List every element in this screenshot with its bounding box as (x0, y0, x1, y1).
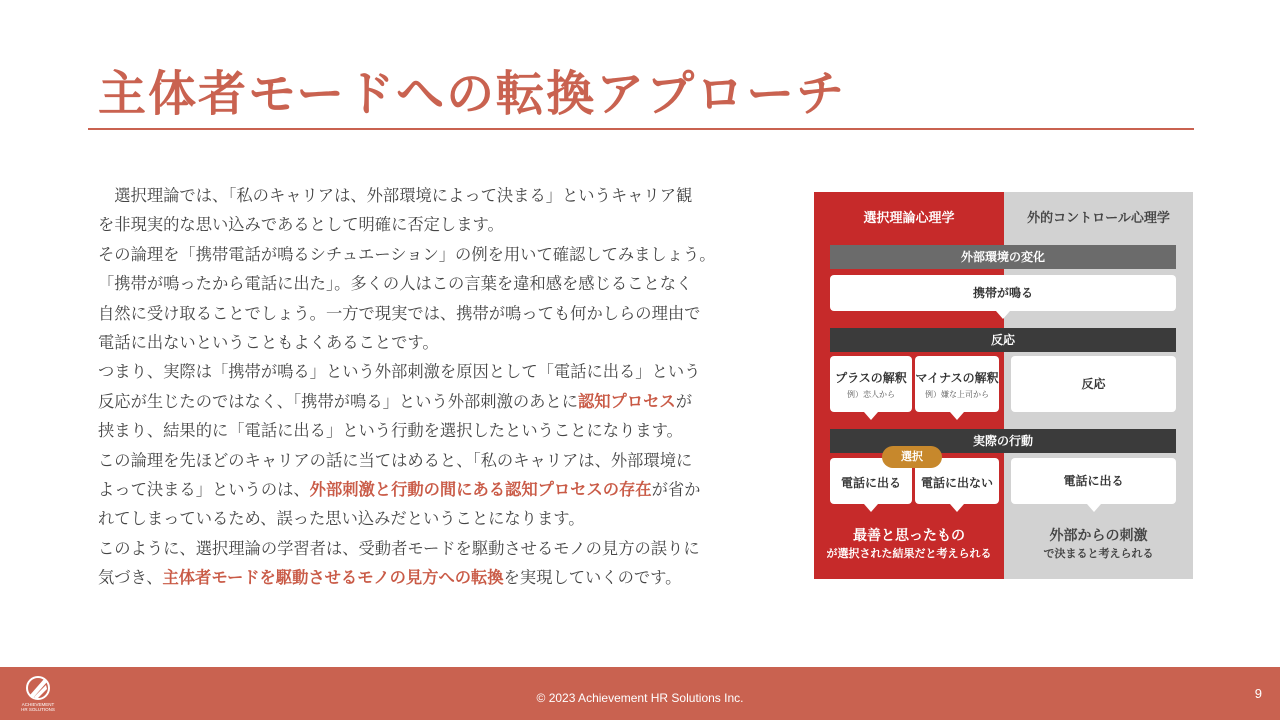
right-conclusion-main: 外部からの刺激 (1049, 528, 1148, 544)
footer-bar (0, 667, 1280, 720)
choice-theory-diagram (814, 192, 1193, 579)
answer-phone-right-label: 電話に出る (1063, 474, 1124, 488)
body-line (98, 475, 798, 504)
plus-interpretation-example: 例）恋人から (847, 390, 895, 399)
answer-phone-right-box (1011, 458, 1176, 504)
highlighted-phrase: 認知プロセス (577, 391, 676, 411)
body-text-segment: 気づき、 (98, 568, 163, 588)
body-line (98, 416, 798, 445)
environment-change-bar: 外部環境の変化 (830, 245, 1176, 269)
body-line (98, 240, 798, 269)
body-text-segment: 挟まり、結果的に「電話に出る」という行動を選択したということになります。 (98, 421, 683, 441)
minus-interpretation-example: 例）嫌な上司から (925, 390, 989, 399)
body-line (98, 269, 798, 298)
plus-pointer (864, 412, 878, 420)
right-conclusion-sub: で決まると考えられる (1043, 547, 1154, 560)
reaction-box (1011, 356, 1176, 412)
body-text-segment: れてしまっているため、誤った思い込みだということになります。 (98, 509, 585, 529)
body-text-segment: を実現していくのです。 (503, 568, 682, 588)
minus-pointer (950, 412, 964, 420)
body-text-segment: 自然に受け取ることでしょう。一方で現実では、携帯が鳴っても何かしらの理由で (98, 303, 701, 323)
logo-text-line-1: ACHIEVEMENT (21, 702, 55, 707)
right-panel-header: 外的コントロール心理学 (1027, 211, 1170, 226)
body-text-segment: 選択理論では、「私のキャリアは、外部環境によって決まる」というキャリア観 (98, 186, 693, 205)
page-title: 主体者モードへの転換アプローチ (98, 66, 847, 122)
body-line (98, 504, 798, 533)
answer-left-pointer (864, 504, 878, 512)
left-panel-header: 選択理論心理学 (863, 211, 955, 226)
copyright-text: © 2023 Achievement HR Solutions Inc. (536, 691, 744, 705)
phone-rings-box (830, 275, 1176, 311)
highlighted-phrase: 主体者モードを駆動させるモノの見方への転換 (162, 568, 504, 588)
select-badge: 選択 (882, 446, 942, 468)
highlighted-phrase: 外部刺激と行動の間にある認知プロセスの存在 (309, 479, 652, 499)
left-conclusion-sub: が選択された結果だと考えられる (826, 547, 992, 560)
title-divider (88, 128, 1194, 130)
answer-phone-left-label: 電話に出る (840, 476, 901, 490)
answer-right-pointer (1087, 504, 1101, 512)
body-text-segment: つまり、実際は「携帯が鳴る」という外部刺激を原因として「電話に出る」という (98, 362, 701, 382)
logo-text-line-2: HR SOLUTIONS (21, 707, 55, 712)
body-text-segment: 電話に出ないということもよくあることです。 (98, 332, 439, 352)
body-line (98, 181, 798, 210)
body-text (98, 181, 798, 592)
plus-interpretation-label: プラスの解釈 (835, 371, 907, 385)
page-number: 9 (1254, 686, 1262, 701)
no-answer-pointer (950, 504, 964, 512)
actual-action-bar: 実際の行動 (830, 429, 1176, 453)
body-text-segment: 反応が生じたのではなく、「携帯が鳴る」という外部刺激のあとに (98, 391, 578, 411)
reaction-bar: 反応 (830, 328, 1176, 352)
body-text-segment: その論理を「携帯電話が鳴るシチュエーション」の例を用いて確認してみましょう。 (98, 244, 716, 264)
left-conclusion-main: 最善と思ったもの (853, 528, 965, 544)
body-line (98, 534, 798, 563)
body-line (98, 299, 798, 328)
left-conclusion (814, 526, 1004, 562)
right-conclusion (1004, 526, 1193, 562)
phone-rings-pointer (996, 311, 1010, 319)
body-text-segment: が省か (651, 479, 701, 499)
body-text-segment: この論理を先ほどのキャリアの話に当てはめると、「私のキャリアは、外部環境に (98, 450, 693, 470)
body-line (98, 328, 798, 357)
body-line (98, 357, 798, 386)
minus-interpretation-box (915, 356, 999, 412)
no-answer-label: 電話に出ない (920, 476, 993, 490)
body-text-segment: よって決まる」というのは、 (98, 479, 310, 499)
body-line (98, 210, 798, 239)
body-line (98, 387, 798, 416)
reaction-label: 反応 (1081, 377, 1106, 391)
plus-interpretation-box (830, 356, 912, 412)
body-line (98, 446, 798, 475)
body-line (98, 563, 798, 592)
body-text-segment: このように、選択理論の学習者は、受動者モードを駆動させるモノの見方の誤りに (98, 538, 700, 558)
body-text-segment: が (675, 391, 692, 411)
body-text-segment: 「携帯が鳴ったから電話に出た」。多くの人はこの言葉を違和感を感じることなく (98, 274, 693, 294)
phone-rings-label: 携帯が鳴る (972, 286, 1033, 300)
body-text-segment: を非現実的な思い込みであるとして明確に否定します。 (98, 215, 504, 235)
minus-interpretation-label: マイナスの解釈 (915, 371, 999, 385)
